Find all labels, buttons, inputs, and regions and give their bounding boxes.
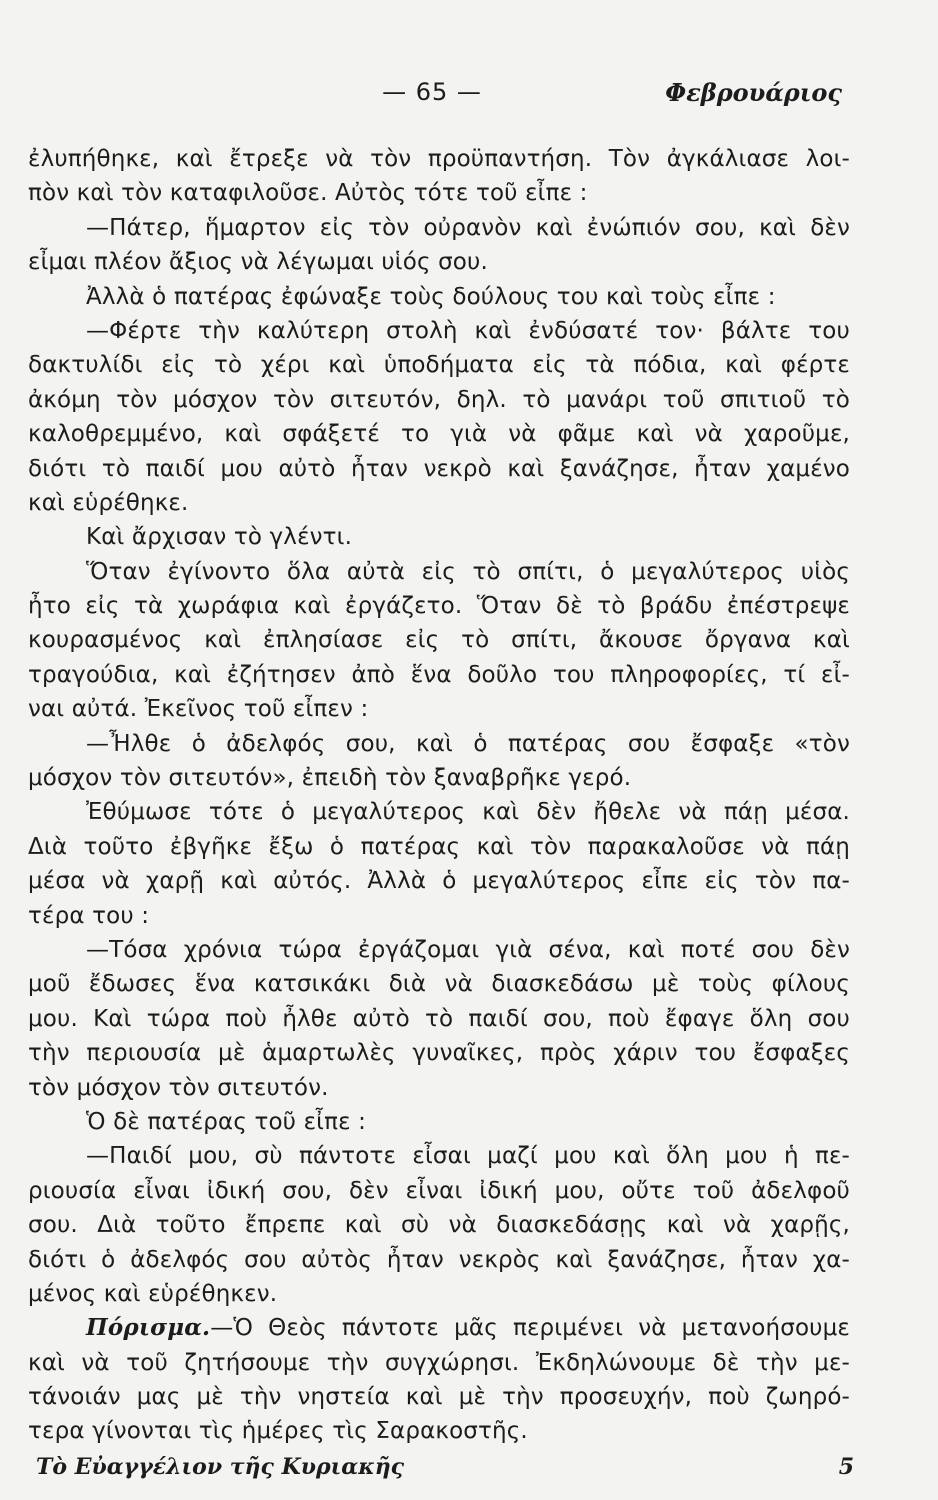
running-head: Φεβρουάριος xyxy=(665,78,842,107)
text-line: Ἀλλὰ ὁ πατέρας ἐφώναξε τοὺς δούλους του καὶ τοὺς εἶπε : xyxy=(86,283,776,310)
text-line: —Ἦλθε ὁ ἀδελφός σου, καὶ ὁ πατέρας σου ἔσφαξε «τὸν xyxy=(86,730,850,757)
text-line: μόσχον τὸν σιτευτόν», ἐπειδὴ τὸν ξαναβρῆκε γερό. xyxy=(28,765,632,792)
conclusion-text: —Ὁ Θεὸς πάντοτε μᾶς περιμένει νὰ μετανοήσουμε xyxy=(210,1315,850,1342)
text-line: καὶ νὰ τοῦ ζητήσουμε τὴν συγχώρησι. Ἐκδηλώνουμε δὲ τὴν με- xyxy=(28,1349,850,1376)
text-line: Ἐθύμωσε τότε ὁ μεγαλύτερος καὶ δὲν ἤθελε νὰ πάῃ μέσα. xyxy=(86,799,850,826)
text-line: μένος καὶ εὑρέθηκεν. xyxy=(28,1280,278,1307)
text-line: ριουσία εἶναι ἰδική σου, δὲν εἶναι ἰδική μου, οὔτε τοῦ ἀδελφοῦ xyxy=(28,1177,850,1204)
page-number: — 65 — xyxy=(382,78,482,106)
text-line: τραγούδια, καὶ ἐζήτησεν ἀπὸ ἕνα δοῦλο του πληροφορίες, τί εἶ- xyxy=(28,661,850,688)
text-line: κουρασμένος καὶ ἐπλησίασε εἰς τὸ σπίτι, ἄκουσε ὄργανα καὶ xyxy=(28,627,850,654)
text-line: καὶ εὑρέθηκε. xyxy=(28,489,189,516)
text-line: Διὰ τοῦτο ἐβγῆκε ἔξω ὁ πατέρας καὶ τὸν παρακαλοῦσε νὰ πάῃ xyxy=(28,833,850,860)
text-line: μέσα νὰ χαρῇ καὶ αὐτός. Ἀλλὰ ὁ μεγαλύτερος εἶπε εἰς τὸν πα- xyxy=(28,868,850,895)
text-line: —Παιδί μου, σὺ πάντοτε εἶσαι μαζί μου καὶ ὅλη μου ἡ πε- xyxy=(86,1143,850,1170)
text-line: καλοθρεμμένο, καὶ σφάξετέ το γιὰ νὰ φᾶμε καὶ νὰ χαροῦμε, xyxy=(28,421,850,448)
text-line: τέρα του : xyxy=(28,902,150,929)
signature-title: Τὸ Εὐαγγέλιον τῆς Κυριακῆς xyxy=(36,1454,405,1480)
text-line: Καὶ ἄρχισαν τὸ γλέντι. xyxy=(86,524,353,551)
text-line: τὴν περιουσία μὲ ἁμαρτωλὲς γυναῖκες, πρὸς χάριν του ἔσφαξες xyxy=(28,1040,850,1067)
text-line: σου. Διὰ τοῦτο ἔπρεπε καὶ σὺ νὰ διασκεδάσῃς καὶ νὰ χαρῇς, xyxy=(28,1212,850,1239)
text-line: διότι ὁ ἀδελφός σου αὐτὸς ἦταν νεκρὸς καὶ ξανάζησε, ἦταν χα- xyxy=(28,1246,850,1273)
text-line: πὸν καὶ τὸν καταφιλοῦσε. Αὐτὸς τότε τοῦ εἶπε : xyxy=(28,180,588,207)
body-text xyxy=(28,142,850,1449)
conclusion-label: Πόρισμα. xyxy=(86,1314,211,1342)
text-line: τάνοιάν μας μὲ τὴν νηστεία καὶ μὲ τὴν προσευχήν, ποὺ ζωηρό- xyxy=(28,1384,850,1411)
signature-number: 5 xyxy=(838,1454,854,1480)
text-line: ἦτο εἰς τὰ χωράφια καὶ ἐργάζετο. Ὅταν δὲ τὸ βράδυ ἐπέστρεψε xyxy=(28,593,850,620)
text-line: δακτυλίδι εἰς τὸ χέρι καὶ ὑποδήματα εἰς τὰ πόδια, καὶ φέρτε xyxy=(28,352,850,379)
text-line: —Τόσα χρόνια τώρα ἐργάζομαι γιὰ σένα, καὶ ποτέ σου δὲν xyxy=(86,936,850,963)
text-line: τερα γίνονται τὶς ἡμέρες τὶς Σαρακοστῆς. xyxy=(28,1418,528,1445)
text-line: μοῦ ἔδωσες ἕνα κατσικάκι διὰ νὰ διασκεδάσω μὲ τοὺς φίλους xyxy=(28,971,850,998)
text-line: ἀκόμη τὸν μόσχον τὸν σιτευτόν, δηλ. τὸ μανάρι τοῦ σπιτιοῦ τὸ xyxy=(28,386,850,413)
text-line: τὸν μόσχον τὸν σιτευτόν. xyxy=(28,1074,329,1101)
text-line: διότι τὸ παιδί μου αὐτὸ ἦταν νεκρὸ καὶ ξανάζησε, ἦταν χαμένο xyxy=(28,455,850,482)
text-line: ναι αὐτά. Ἐκεῖνος τοῦ εἶπεν : xyxy=(28,696,369,723)
page-header xyxy=(0,78,938,118)
page-footer xyxy=(0,1454,938,1490)
text-line: εἶμαι πλέον ἄξιος νὰ λέγωμαι υἱός σου. xyxy=(28,249,488,276)
text-line: Ὅταν ἐγίνοντο ὅλα αὐτὰ εἰς τὸ σπίτι, ὁ μεγαλύτερος υἱὸς xyxy=(86,558,850,585)
conclusion-line xyxy=(28,1311,850,1345)
text-line: Ὁ δὲ πατέρας τοῦ εἶπε : xyxy=(86,1108,367,1135)
text-line: —Πάτερ, ἥμαρτον εἰς τὸν οὐρανὸν καὶ ἐνώπιόν σου, καὶ δὲν xyxy=(86,214,850,241)
text-line: μου. Καὶ τώρα ποὺ ἦλθε αὐτὸ τὸ παιδί σου, ποὺ ἔφαγε ὅλη σου xyxy=(28,1005,850,1032)
text-line: —Φέρτε τὴν καλύτερη στολὴ καὶ ἐνδύσατέ τον· βάλτε του xyxy=(86,317,850,344)
text-line: ἐλυπήθηκε, καὶ ἔτρεξε νὰ τὸν προϋπαντήση. Τὸν ἀγκάλιασε λοι- xyxy=(28,146,850,172)
